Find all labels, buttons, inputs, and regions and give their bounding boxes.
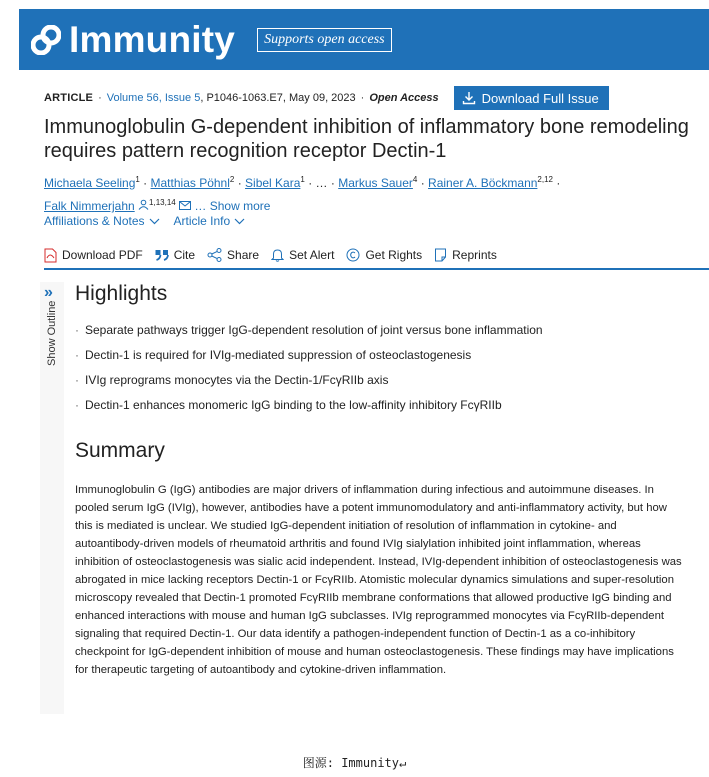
set-alert-button[interactable]: Set Alert bbox=[271, 248, 334, 262]
list-item: · Dectin-1 is required for IVIg-mediated suppression of osteoclastogenesis bbox=[75, 348, 472, 362]
reprints-button[interactable]: Reprints bbox=[434, 248, 497, 262]
author-link[interactable]: Falk Nimmerjahn bbox=[44, 199, 135, 213]
journal-header bbox=[19, 9, 709, 70]
separator: · bbox=[98, 92, 102, 104]
show-more-authors-link[interactable]: … Show more bbox=[194, 199, 271, 213]
article-meta bbox=[44, 86, 609, 110]
highlights-list bbox=[75, 322, 543, 422]
bell-icon bbox=[271, 248, 284, 262]
affiliations-toggle[interactable]: Affiliations & Notes bbox=[44, 214, 160, 228]
cite-button[interactable]: Cite bbox=[155, 248, 195, 262]
article-title: Immunoglobulin G-dependent inhibition of inflammatory bone remodeling requires pattern recognition receptor Dectin-1 bbox=[44, 116, 689, 162]
download-pdf-button[interactable]: Download PDF bbox=[44, 248, 143, 263]
list-item: · Dectin-1 enhances monomeric IgG binding to the low-affinity inhibitory FcγRIIb bbox=[75, 398, 502, 412]
author-link[interactable]: Michaela Seeling bbox=[44, 176, 136, 190]
chevron-down-icon bbox=[234, 218, 245, 225]
share-button[interactable]: Share bbox=[207, 248, 259, 262]
get-rights-button[interactable]: Get Rights bbox=[346, 248, 422, 262]
download-full-issue-button[interactable] bbox=[454, 86, 609, 110]
summary-heading: Summary bbox=[75, 439, 165, 462]
article-info-toggle[interactable]: Article Info bbox=[174, 214, 246, 228]
list-item: · IVIg reprograms monocytes via the Dectin-1/FcγRIIb axis bbox=[75, 373, 389, 387]
outline-sidebar[interactable] bbox=[40, 282, 64, 714]
download-full-issue-label: Download Full Issue bbox=[481, 90, 599, 106]
immunity-logo-icon[interactable] bbox=[31, 25, 61, 55]
open-access-label: Open Access bbox=[369, 92, 439, 104]
share-icon bbox=[207, 248, 222, 262]
copyright-icon bbox=[346, 248, 360, 262]
highlights-heading: Highlights bbox=[75, 282, 168, 305]
author-link[interactable]: Sibel Kara bbox=[245, 176, 301, 190]
show-outline-label[interactable]: Show Outline bbox=[46, 300, 58, 366]
author-link[interactable]: Matthias Pöhnl bbox=[150, 176, 230, 190]
pdf-icon bbox=[44, 248, 57, 263]
article-actions-bar bbox=[44, 242, 709, 270]
double-chevron-right-icon[interactable]: » bbox=[44, 284, 53, 301]
separator: · bbox=[360, 92, 365, 104]
article-type: ARTICLE bbox=[44, 92, 94, 104]
chevron-down-icon bbox=[149, 218, 160, 225]
list-item: · Separate pathways trigger IgG-dependent resolution of joint versus bone inflammation bbox=[75, 323, 543, 337]
summary-text: Immunoglobulin G (IgG) antibodies are major drivers of inflammation during infectious and autoimmune diseases. In pooled serum IgG (IVIg), however, antibodies have a potent immunomodulatory and anti-inflammatory activity, but how this is mediated is unclear. We studied IgG-dependent initiation of resolution of inflammation in cytokine- and autoantibody-driven models of rheumatoid arthritis and found IVIg sialylation inhibited joint inflammation, whereas inhibition of osteoclastogenesis was sialic acid independent. Instead, IVIg-dependent inhibition of osteoclastogenesis was abrogated in mice lacking receptors Dectin-1 or FcγRIIb. Atomistic molecular dynamics simulations and super-resolution microscopy revealed that Dectin-1 promoted FcγRIIb membrane conformations that allowed productive IgG binding and enhanced interactions with mouse and human IgG subclasses. IVIg reprogrammed monocytes via FcγRIIb-dependent signaling that required Dectin-1. Our data identify a pathogen-independent function of Dectin-1 as a co-inhibitory checkpoint for IgG-dependent inhibition of mouse and human osteoclastogenesis. These findings may have implications for therapeutic targeting of autoantibody and cytokine-driven inflammation. bbox=[75, 484, 682, 676]
author-list: Michaela Seeling$^1$ · Matthias Pöhnl$^2$ · Sibel Kara$^1$ · … · Markus Sauer$^4$ · Rainer A. Böckmann$^{2,12}$ · Falk Nimmerjahn $^{1,13,14}$ … Show more bbox=[44, 175, 561, 213]
image-source-caption: 图源: Immunity↵ bbox=[302, 756, 407, 770]
journal-logo-text[interactable]: Immunity bbox=[69, 18, 236, 60]
article-info-links bbox=[44, 214, 245, 228]
person-icon bbox=[138, 199, 149, 210]
download-icon bbox=[462, 91, 476, 105]
author-link[interactable]: Markus Sauer bbox=[338, 176, 413, 190]
author-link[interactable]: Rainer A. Böckmann bbox=[428, 176, 538, 190]
reprint-document-icon bbox=[434, 248, 447, 262]
email-icon[interactable] bbox=[179, 201, 191, 210]
volume-link[interactable]: Volume 56, Issue 5 bbox=[106, 92, 201, 104]
open-access-badge[interactable]: Supports open access bbox=[257, 28, 392, 52]
quote-icon bbox=[155, 249, 169, 261]
pages-date: , P1046-1063.E7, May 09, 2023 bbox=[200, 92, 356, 104]
